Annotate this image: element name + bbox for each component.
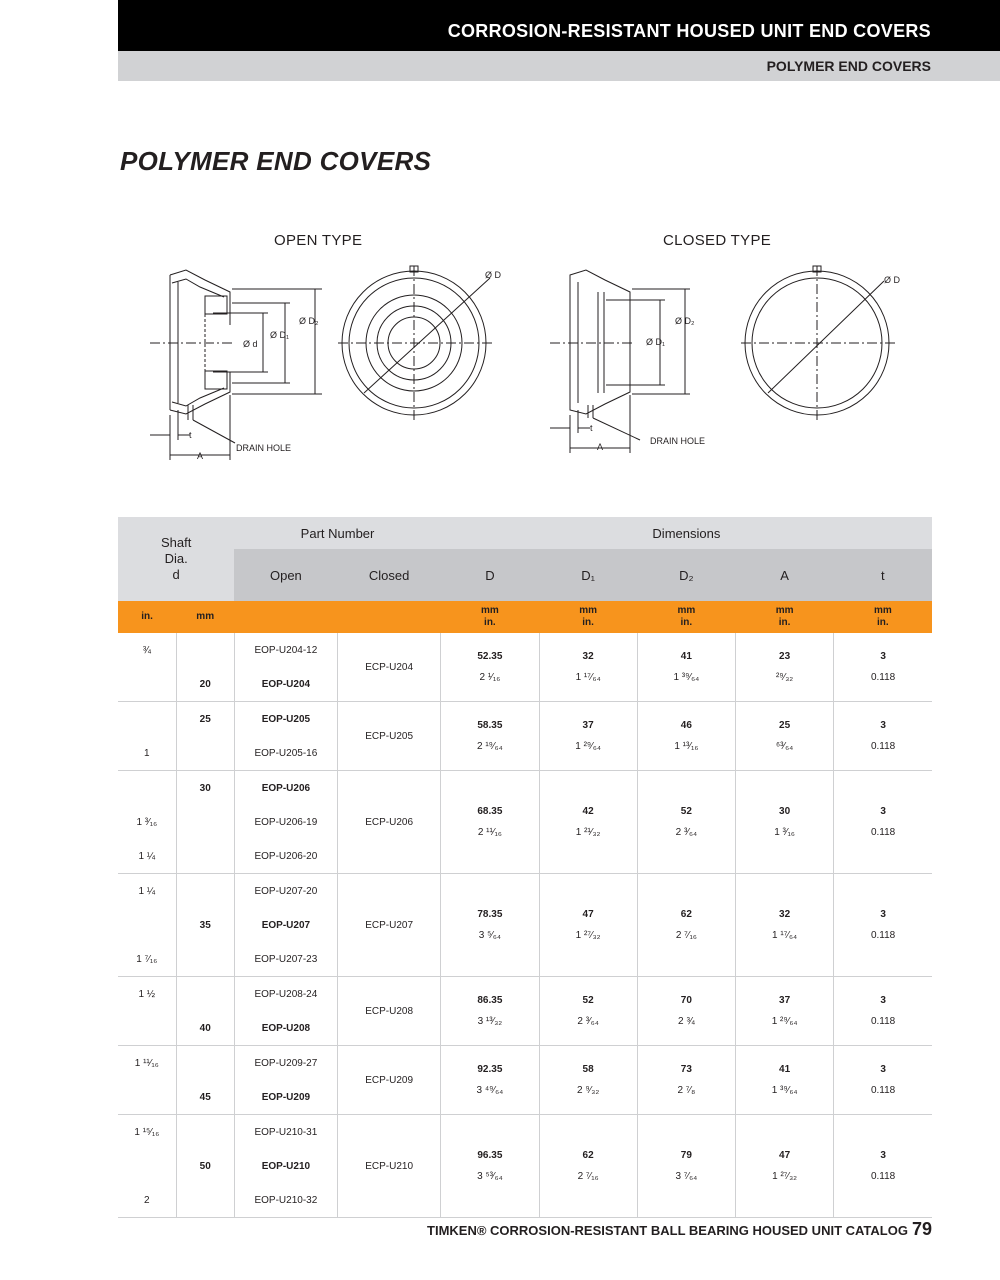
shaft-in-cell <box>118 1149 176 1183</box>
dim-mm-value: 78.35 <box>477 909 503 920</box>
shaft-mm-cell: 30 <box>176 771 234 806</box>
dim-mm-value: 3 <box>880 995 886 1006</box>
dim-mm-value: 37 <box>779 995 791 1006</box>
dim-in-value: 0.118 <box>870 1016 896 1027</box>
dim-mm-value: 52.35 <box>477 651 503 662</box>
dim-in-value: 0.118 <box>870 930 896 941</box>
shaft-in-cell <box>118 771 176 806</box>
closed-D1-label: Ø D₁ <box>646 337 666 347</box>
open-type-label: OPEN TYPE <box>274 232 363 249</box>
dim-a-cell <box>735 1115 833 1218</box>
shaft-mm-cell <box>176 839 234 874</box>
header-part-number: Part Number <box>234 517 440 549</box>
header-D: D <box>441 549 539 601</box>
open-part-cell: EOP-U207 <box>234 908 337 942</box>
dim-mm-value: 42 <box>582 806 594 817</box>
dim-mm-value: 96.35 <box>477 1150 503 1161</box>
open-t-label: t <box>189 430 192 440</box>
dim-d-cell <box>441 1115 539 1218</box>
closed-part-cell: ECP-U205 <box>338 702 441 771</box>
page-number: 79 <box>911 1219 932 1239</box>
dim-mm-value: 92.35 <box>477 1064 503 1075</box>
dim-in-value: 2 ¹⁄₁₆ <box>479 672 501 683</box>
closed-part-cell: ECP-U210 <box>338 1115 441 1218</box>
shaft-in-cell: 2 <box>118 1183 176 1218</box>
dim-d-cell <box>441 702 539 771</box>
open-part-cell: EOP-U210 <box>234 1149 337 1183</box>
closed-part-cell: ECP-U208 <box>338 977 441 1046</box>
dim-mm-value: 47 <box>582 909 594 920</box>
open-D2-label: Ø D₂ <box>299 316 319 326</box>
dim-t-cell <box>834 977 932 1046</box>
shaft-in-cell: 1 ¹¹⁄₁₆ <box>118 1046 176 1081</box>
dim-in-value: 0.118 <box>870 672 896 683</box>
open-d-label: Ø d <box>243 339 258 349</box>
dim-in-value: 3 ⁵³⁄₆₄ <box>477 1171 503 1182</box>
dim-d2-cell <box>637 977 735 1046</box>
shaft-in-cell: 1 ¼ <box>118 839 176 874</box>
dim-mm-value: 41 <box>680 651 692 662</box>
table-row <box>118 1046 932 1081</box>
open-D-label: Ø D <box>485 270 502 280</box>
open-part-cell: EOP-U208 <box>234 1011 337 1046</box>
shaft-mm-cell <box>176 736 234 771</box>
shaft-in-cell: ¾ <box>118 633 176 667</box>
table-row <box>118 874 932 909</box>
dim-d1-cell <box>539 874 637 977</box>
dim-in-value: 1 ²¹⁄₃₂ <box>575 827 601 838</box>
dim-in-value: 0.118 <box>870 1085 896 1096</box>
dim-in-value: 1 ³⁄₁₆ <box>774 827 795 838</box>
dim-mm-value: 37 <box>582 720 594 731</box>
dim-in-value: 0.118 <box>870 827 896 838</box>
dim-in-value: 3 ⁵⁄₆₄ <box>478 930 502 941</box>
dim-a-cell <box>735 702 833 771</box>
closed-drain-label: DRAIN HOLE <box>650 436 706 446</box>
end-covers-table <box>118 517 932 1218</box>
dim-mm-value: 32 <box>779 909 791 920</box>
dim-in-value: 1 ¹³⁄₁₆ <box>674 741 699 752</box>
closed-t-label: t <box>590 423 593 433</box>
dim-in-value: 1 ³⁹⁄₆₄ <box>673 672 700 683</box>
shaft-in-cell <box>118 667 176 702</box>
dim-mm-value: 58 <box>582 1064 594 1075</box>
dim-mm-value: 73 <box>680 1064 692 1075</box>
dim-mm-value: 70 <box>680 995 692 1006</box>
unit-D: mm in. <box>441 601 539 633</box>
dim-mm-value: 52 <box>582 995 594 1006</box>
dim-a-cell <box>735 633 833 702</box>
shaft-in-cell: 1 ½ <box>118 977 176 1012</box>
shaft-in-cell <box>118 702 176 737</box>
dim-in-value: 1 ²⁷⁄₃₂ <box>575 930 601 941</box>
dim-mm-value: 52 <box>680 806 692 817</box>
dim-in-value: 2 ¹⁹⁄₆₄ <box>477 741 503 752</box>
dim-d1-cell <box>539 1046 637 1115</box>
dim-in-value: 1 ²⁹⁄₆₄ <box>771 1016 798 1027</box>
footer <box>427 1219 932 1240</box>
dim-t-cell <box>834 633 932 702</box>
open-part-cell: EOP-U205-16 <box>234 736 337 771</box>
open-part-cell: EOP-U210-32 <box>234 1183 337 1218</box>
dim-d1-cell <box>539 977 637 1046</box>
dim-in-value: 0.118 <box>870 741 896 752</box>
dim-t-cell <box>834 874 932 977</box>
dim-mm-value: 47 <box>779 1150 791 1161</box>
closed-A-label: A <box>597 442 604 452</box>
dim-mm-value: 46 <box>680 720 692 731</box>
header-A: A <box>735 549 833 601</box>
open-drain-label: DRAIN HOLE <box>236 443 292 453</box>
dim-in-value: 1 ²⁷⁄₃₂ <box>772 1171 798 1182</box>
dim-in-value: 2 ⁷⁄₈ <box>677 1085 696 1096</box>
dim-in-value: 2 ⁷⁄₁₆ <box>577 1171 599 1182</box>
dim-d1-cell <box>539 771 637 874</box>
shaft-mm-cell <box>176 1183 234 1218</box>
header-t: t <box>834 549 932 601</box>
dim-mm-value: 25 <box>779 720 791 731</box>
dim-in-value: 1 ¹⁷⁄₆₄ <box>575 672 601 683</box>
shaft-mm-cell: 50 <box>176 1149 234 1183</box>
dim-t-cell <box>834 1115 932 1218</box>
open-part-cell: EOP-U210-31 <box>234 1115 337 1150</box>
dim-mm-value: 62 <box>582 1150 594 1161</box>
dim-d2-cell <box>637 633 735 702</box>
header-D1: D₁ <box>539 549 637 601</box>
dim-in-value: 1 ³⁹⁄₆₄ <box>771 1085 798 1096</box>
open-part-cell: EOP-U206-19 <box>234 805 337 839</box>
dim-d-cell <box>441 771 539 874</box>
table-row <box>118 771 932 806</box>
unit-mm: mm <box>176 601 234 633</box>
dim-mm-value: 3 <box>880 909 886 920</box>
dim-mm-value: 68.35 <box>477 806 503 817</box>
dim-mm-value: 62 <box>680 909 692 920</box>
dim-d-cell <box>441 1046 539 1115</box>
shaft-in-cell <box>118 1011 176 1046</box>
dim-mm-value: 30 <box>779 806 791 817</box>
dim-in-value: 2 ⁹⁄₃₂ <box>576 1085 600 1096</box>
table-body <box>118 633 932 1218</box>
shaft-in-cell: 1 ⁷⁄₁₆ <box>118 942 176 977</box>
closed-part-cell: ECP-U209 <box>338 1046 441 1115</box>
table-row <box>118 1115 932 1150</box>
open-part-cell: EOP-U207-20 <box>234 874 337 909</box>
shaft-mm-cell: 40 <box>176 1011 234 1046</box>
dim-d2-cell <box>637 1115 735 1218</box>
shaft-mm-cell: 35 <box>176 908 234 942</box>
closed-part-cell: ECP-U207 <box>338 874 441 977</box>
table-row <box>118 633 932 667</box>
shaft-in-cell: 1 ¼ <box>118 874 176 909</box>
closed-D-label: Ø D <box>884 275 901 285</box>
dim-in-value: 3 ¹³⁄₃₂ <box>477 1016 503 1027</box>
dim-d-cell <box>441 977 539 1046</box>
open-D1-label: Ø D₁ <box>270 330 290 340</box>
dim-in-value: 0.118 <box>870 1171 896 1182</box>
open-part-cell: EOP-U207-23 <box>234 942 337 977</box>
shaft-in-cell: 1 ³⁄₁₆ <box>118 805 176 839</box>
dim-d2-cell <box>637 771 735 874</box>
closed-D2-label: Ø D₂ <box>675 316 695 326</box>
shaft-mm-cell <box>176 1115 234 1150</box>
shaft-in-cell: 1 ¹⁵⁄₁₆ <box>118 1115 176 1150</box>
dim-t-cell <box>834 702 932 771</box>
header-title: CORROSION-RESISTANT HOUSED UNIT END COVERS <box>447 21 931 41</box>
dim-in-value: 2 ⁷⁄₁₆ <box>675 930 697 941</box>
dim-mm-value: 23 <box>779 651 791 662</box>
shaft-in-cell <box>118 908 176 942</box>
unit-D1: mm in. <box>539 601 637 633</box>
dim-d1-cell <box>539 1115 637 1218</box>
dim-in-value: 2 ¹¹⁄₁₆ <box>477 827 502 838</box>
dim-mm-value: 3 <box>880 806 886 817</box>
open-A-label: A <box>197 451 204 461</box>
dim-in-value: ⁶³⁄₆₄ <box>775 741 794 752</box>
table-row <box>118 977 932 1012</box>
dim-d1-cell <box>539 633 637 702</box>
closed-part-cell: ECP-U204 <box>338 633 441 702</box>
open-part-cell: EOP-U206 <box>234 771 337 806</box>
dim-in-value: 3 ⁴⁹⁄₆₄ <box>476 1085 504 1096</box>
shaft-mm-cell: 25 <box>176 702 234 737</box>
dim-d2-cell <box>637 1046 735 1115</box>
shaft-mm-cell <box>176 942 234 977</box>
dim-d2-cell <box>637 874 735 977</box>
dim-in-value: 2 ¾ <box>678 1016 695 1027</box>
shaft-mm-cell: 20 <box>176 667 234 702</box>
open-front-view <box>338 266 492 420</box>
open-part-cell: EOP-U208-24 <box>234 977 337 1012</box>
open-part-cell: EOP-U205 <box>234 702 337 737</box>
header-dimensions: Dimensions <box>441 517 932 549</box>
dim-t-cell <box>834 1046 932 1115</box>
dim-in-value: 3 ⁷⁄₆₄ <box>675 1171 698 1182</box>
closed-side-section <box>550 270 690 453</box>
open-part-cell: EOP-U204 <box>234 667 337 702</box>
dim-in-value: 2 ³⁄₆₄ <box>675 827 698 838</box>
shaft-mm-cell <box>176 633 234 667</box>
units-row <box>118 601 932 633</box>
open-side-section <box>150 270 322 460</box>
page-title: POLYMER END COVERS <box>120 146 432 176</box>
header-subtitle: POLYMER END COVERS <box>766 58 931 74</box>
header-open: Open <box>234 549 337 601</box>
dim-a-cell <box>735 771 833 874</box>
unit-t: mm in. <box>834 601 932 633</box>
unit-D2: mm in. <box>637 601 735 633</box>
shaft-mm-cell <box>176 805 234 839</box>
unit-in: in. <box>118 601 176 633</box>
dim-a-cell <box>735 1046 833 1115</box>
table-row <box>118 702 932 737</box>
shaft-in-cell <box>118 1080 176 1115</box>
closed-part-cell: ECP-U206 <box>338 771 441 874</box>
open-part-cell: EOP-U209-27 <box>234 1046 337 1081</box>
open-part-cell: EOP-U204-12 <box>234 633 337 667</box>
shaft-mm-cell <box>176 977 234 1012</box>
dim-in-value: 1 ¹⁷⁄₆₄ <box>772 930 798 941</box>
dim-d1-cell <box>539 702 637 771</box>
shaft-in-cell: 1 <box>118 736 176 771</box>
dim-d-cell <box>441 874 539 977</box>
shaft-mm-cell <box>176 1046 234 1081</box>
dim-a-cell <box>735 977 833 1046</box>
dim-d2-cell <box>637 702 735 771</box>
closed-front-view <box>741 266 895 420</box>
dim-mm-value: 32 <box>582 651 594 662</box>
dim-in-value: 1 ²⁹⁄₆₄ <box>575 741 601 752</box>
header-D2: D₂ <box>637 549 735 601</box>
dim-mm-value: 3 <box>880 1064 886 1075</box>
end-cover-drawings <box>0 0 1000 500</box>
header-closed: Closed <box>338 549 441 601</box>
dim-in-value: 2 ³⁄₆₄ <box>577 1016 599 1027</box>
closed-type-label: CLOSED TYPE <box>663 232 772 249</box>
unit-A: mm in. <box>735 601 833 633</box>
dim-a-cell <box>735 874 833 977</box>
dim-mm-value: 79 <box>680 1150 692 1161</box>
open-part-cell: EOP-U209 <box>234 1080 337 1115</box>
dim-mm-value: 3 <box>880 1150 886 1161</box>
dim-in-value: ²⁹⁄₃₂ <box>775 672 794 683</box>
dim-t-cell <box>834 771 932 874</box>
header-shaft-dia: Shaft Dia. d <box>118 517 234 601</box>
dim-mm-value: 58.35 <box>477 720 503 731</box>
footer-text: TIMKEN® CORROSION-RESISTANT BALL BEARING HOUSED UNIT CATALOG <box>427 1223 908 1238</box>
dim-mm-value: 3 <box>880 651 886 662</box>
shaft-mm-cell: 45 <box>176 1080 234 1115</box>
shaft-mm-cell <box>176 874 234 909</box>
dim-mm-value: 3 <box>880 720 886 731</box>
dim-mm-value: 41 <box>779 1064 791 1075</box>
dim-mm-value: 86.35 <box>477 995 503 1006</box>
open-part-cell: EOP-U206-20 <box>234 839 337 874</box>
dim-d-cell <box>441 633 539 702</box>
